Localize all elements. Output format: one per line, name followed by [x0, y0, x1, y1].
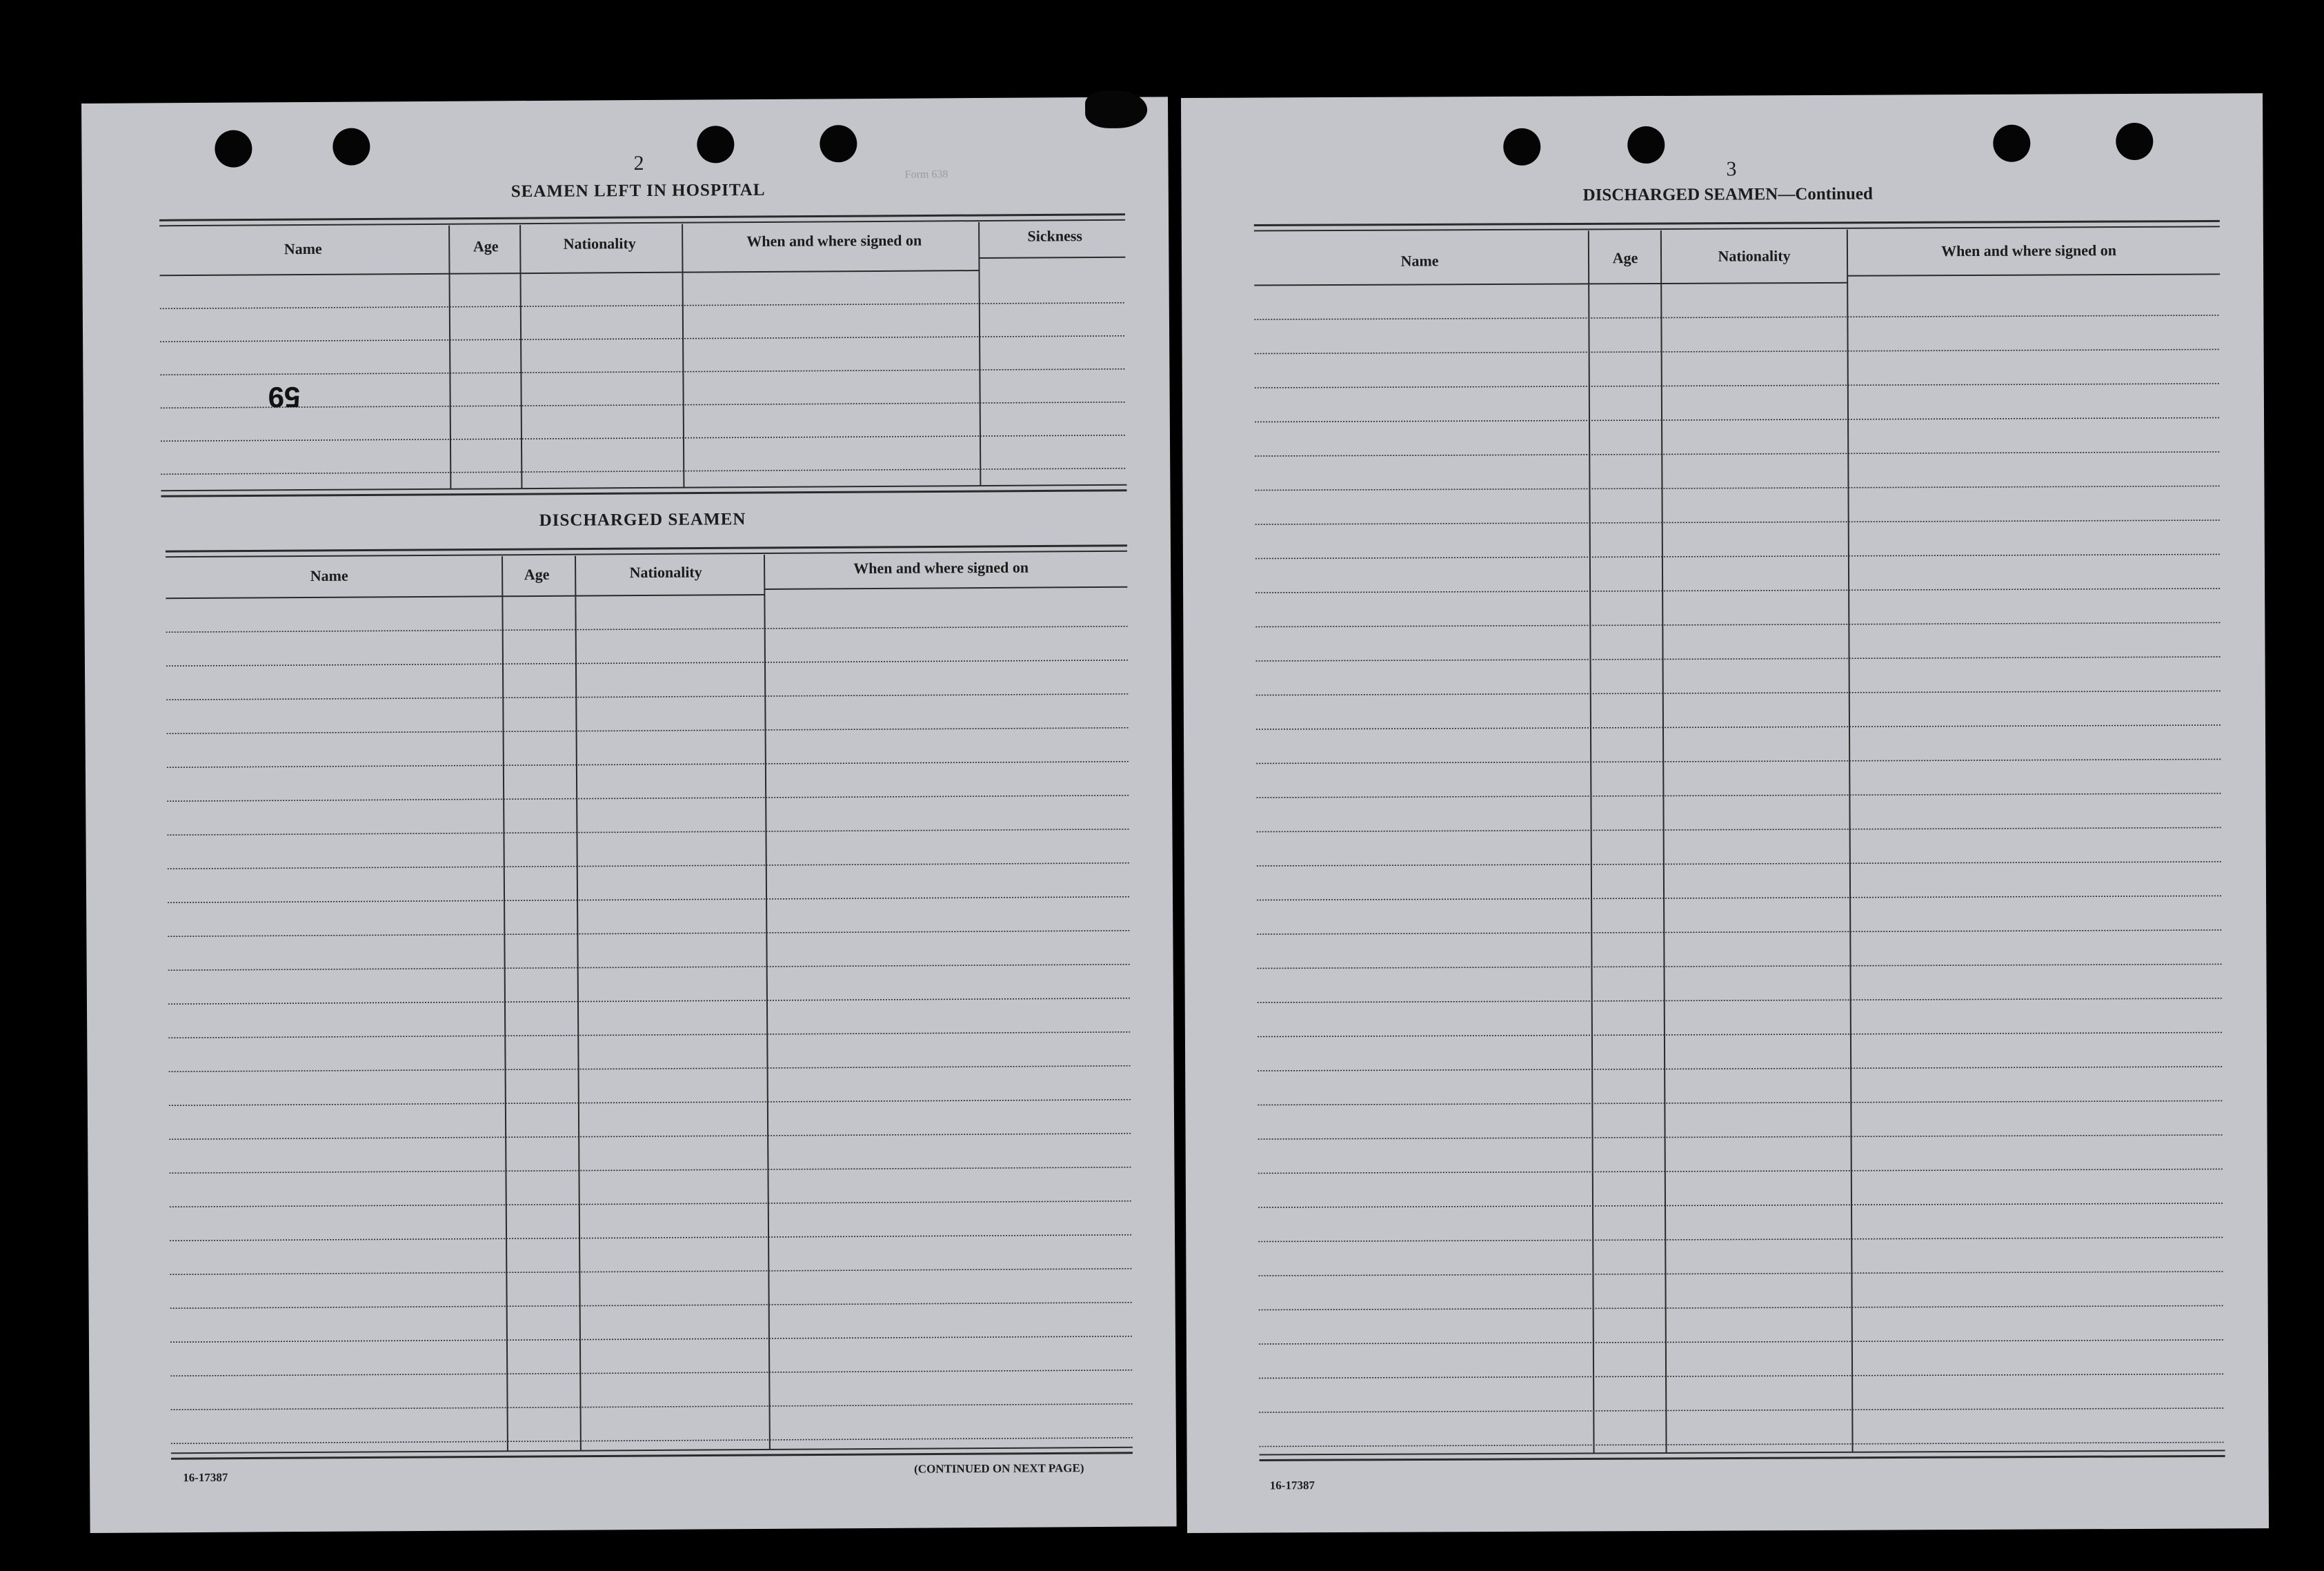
- page-number: 2: [633, 152, 644, 175]
- row-rule: [1259, 1305, 2225, 1310]
- column-rule: [764, 555, 770, 1450]
- header-rule: [683, 270, 980, 273]
- table-top-rule: [1254, 226, 2220, 230]
- row-rule: [1258, 1135, 2224, 1139]
- footer-code: 16-17387: [1269, 1479, 1315, 1492]
- row-rule: [1256, 759, 2222, 763]
- row-rule: [168, 998, 1130, 1005]
- column-header-name: Name: [284, 239, 322, 258]
- row-rule: [166, 626, 1128, 633]
- right-page: [1181, 93, 2269, 1533]
- row-rule: [170, 1370, 1132, 1376]
- row-rule: [160, 369, 1126, 375]
- footer-continued-note: (CONTINUED ON NEXT PAGE): [914, 1461, 1084, 1476]
- row-rule: [168, 931, 1129, 937]
- column-header-signed-on: When and where signed on: [853, 558, 1029, 577]
- table-bottom-rule: [171, 1448, 1133, 1454]
- row-rule: [1259, 1408, 2225, 1412]
- footer-code: 16-17387: [183, 1470, 228, 1485]
- row-rule: [1257, 862, 2223, 866]
- row-rule: [1258, 1203, 2224, 1207]
- table-bottom-rule: [161, 491, 1126, 497]
- column-header-signed-on: When and where signed on: [1940, 241, 2116, 260]
- row-rule: [170, 1235, 1131, 1241]
- header-rule: [166, 596, 502, 598]
- column-header-nationality: Nationality: [563, 235, 636, 253]
- row-rule: [170, 1269, 1131, 1275]
- row-rule: [168, 897, 1129, 903]
- row-rule: [170, 1336, 1132, 1343]
- row-rule: [1255, 554, 2221, 558]
- row-rule: [171, 1404, 1133, 1410]
- header-rule: [1254, 284, 1589, 285]
- row-rule: [1254, 315, 2220, 319]
- row-rule: [169, 1100, 1131, 1106]
- column-rule: [1589, 230, 1594, 1453]
- table-bottom-rule: [1260, 1456, 2225, 1460]
- column-rule: [979, 222, 980, 486]
- row-rule: [1258, 998, 2223, 1002]
- discharged-section-title: DISCHARGED SEAMEN: [539, 510, 746, 530]
- table-top-rule: [166, 551, 1127, 557]
- stamp-mark: 59: [268, 381, 301, 414]
- row-rule: [167, 796, 1129, 802]
- row-rule: [171, 1438, 1133, 1444]
- column-header-age: Age: [1612, 249, 1638, 267]
- row-rule: [1255, 486, 2221, 490]
- row-rule: [1258, 1032, 2223, 1036]
- row-rule: [169, 1167, 1131, 1174]
- row-rule: [167, 829, 1129, 836]
- row-rule: [1256, 793, 2222, 798]
- header-rule: [450, 273, 521, 274]
- column-rule: [575, 556, 581, 1451]
- row-rule: [1257, 827, 2223, 831]
- row-rule: [1258, 1272, 2224, 1276]
- row-rule: [161, 402, 1126, 408]
- column-header-age: Age: [473, 237, 499, 255]
- row-rule: [161, 468, 1126, 475]
- row-rule: [1258, 964, 2223, 968]
- row-rule: [1255, 452, 2221, 456]
- row-rule: [1255, 384, 2221, 388]
- row-rule: [160, 336, 1126, 342]
- row-rule: [1255, 520, 2221, 524]
- row-rule: [167, 728, 1129, 734]
- hospital-section-title: SEAMEN LEFT IN HOSPITAL: [510, 180, 766, 201]
- row-rule: [168, 863, 1129, 869]
- column-rule: [502, 556, 508, 1451]
- column-rule: [682, 224, 684, 488]
- row-rule: [166, 694, 1128, 700]
- row-rule: [1258, 1237, 2224, 1241]
- row-rule: [1259, 1374, 2225, 1378]
- row-rule: [166, 660, 1128, 666]
- row-rule: [1259, 1340, 2225, 1344]
- row-rule: [1258, 1169, 2224, 1173]
- row-rule: [170, 1201, 1131, 1207]
- row-rule: [170, 1303, 1132, 1309]
- table-top-rule: [1254, 221, 2220, 225]
- row-rule: [160, 303, 1126, 309]
- section-title: DISCHARGED SEAMEN—Continued: [1582, 184, 1873, 205]
- table-top-rule: [159, 220, 1125, 226]
- row-rule: [1255, 349, 2221, 353]
- table-bottom-rule: [171, 1453, 1133, 1459]
- column-header-name: Name: [310, 566, 348, 584]
- column-header-nationality: Nationality: [629, 563, 702, 582]
- row-rule: [1256, 691, 2222, 695]
- row-rule: [1260, 1442, 2225, 1446]
- left-page: [81, 97, 1177, 1533]
- header-rule: [575, 595, 764, 596]
- table-top-rule: [159, 215, 1125, 221]
- column-rule: [449, 226, 450, 489]
- header-rule: [160, 274, 450, 276]
- table-bottom-rule: [161, 485, 1126, 491]
- header-rule: [1847, 274, 2220, 275]
- header-rule: [502, 596, 575, 597]
- row-rule: [167, 762, 1129, 768]
- row-rule: [161, 435, 1126, 442]
- row-rule: [168, 1032, 1130, 1038]
- table-bottom-rule: [1260, 1450, 2225, 1454]
- row-rule: [1255, 622, 2221, 626]
- header-rule: [979, 257, 1125, 258]
- row-rule: [1258, 1067, 2223, 1071]
- row-rule: [1255, 589, 2221, 593]
- left-ruled-tables: [81, 97, 1177, 1533]
- page-number: 3: [1726, 157, 1737, 181]
- column-header-age: Age: [524, 565, 550, 584]
- row-rule: [169, 1066, 1131, 1072]
- column-rule: [1661, 230, 1667, 1453]
- row-rule: [1256, 657, 2222, 661]
- row-rule: [169, 1134, 1131, 1140]
- form-label: Form 638: [904, 168, 949, 181]
- row-rule: [168, 965, 1130, 971]
- column-rule: [520, 225, 522, 488]
- header-rule: [1661, 283, 1847, 284]
- column-header-sickness: Sickness: [1027, 227, 1083, 245]
- right-ruled-table: [1181, 93, 2269, 1533]
- column-header-signed-on: When and where signed on: [746, 231, 922, 250]
- column-rule: [1847, 230, 1853, 1452]
- column-header-name: Name: [1400, 252, 1439, 270]
- row-rule: [1257, 930, 2223, 934]
- row-rule: [1255, 417, 2221, 422]
- header-rule: [764, 587, 1127, 589]
- row-rule: [1258, 1100, 2223, 1105]
- row-rule: [1256, 725, 2222, 729]
- column-header-nationality: Nationality: [1718, 247, 1791, 265]
- table-top-rule: [166, 546, 1127, 552]
- row-rule: [1257, 896, 2223, 900]
